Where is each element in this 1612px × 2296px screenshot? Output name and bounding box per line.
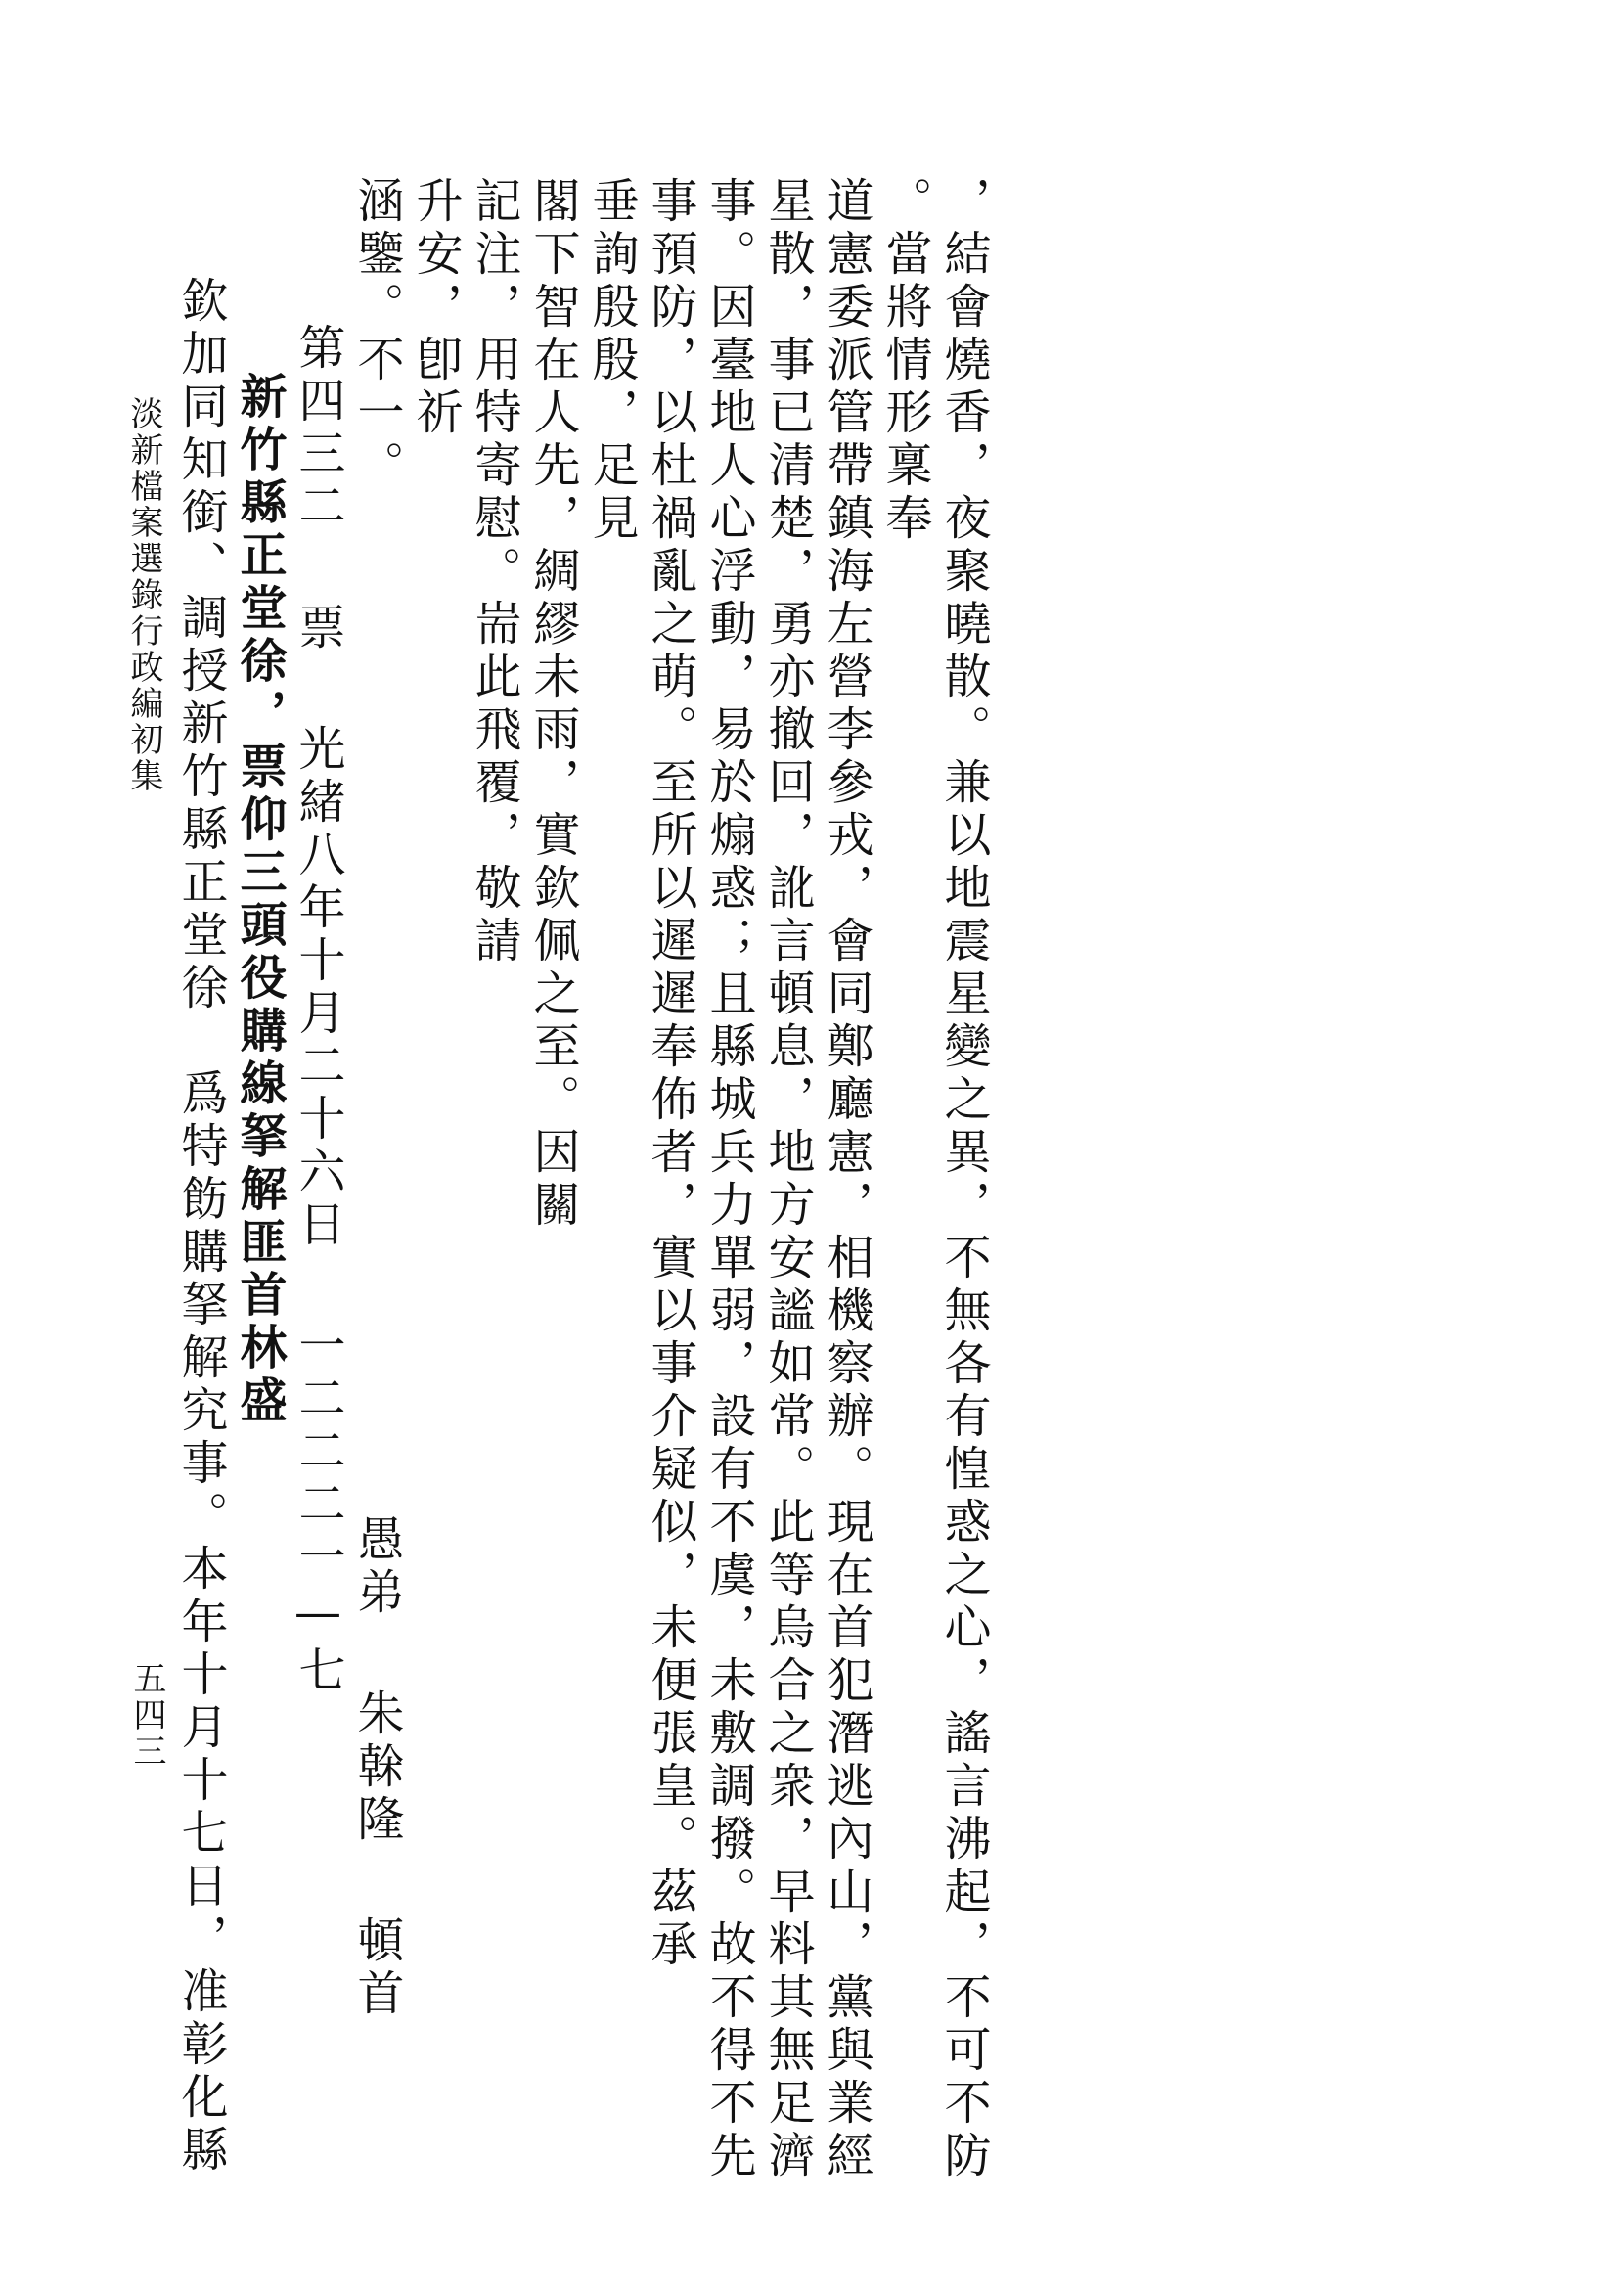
letter-column-4: 星散，事已清楚，勇亦撤回，訛言頓息，地方安謐如常。此等烏合之衆，早料其無足濟 (760, 176, 815, 2183)
letter-column-6: 事預防，以杜禍亂之萌。至所以遲遲奉佈者，實以事介疑似，未便張皇。茲承 (643, 176, 697, 1972)
signature (349, 1514, 404, 2021)
letter-column-11: 涵鑒。不一。 (349, 176, 404, 493)
book-title: 淡新檔案選錄行政編初集 (124, 396, 163, 794)
entry-title: 新竹縣正堂徐，票仰三頭役購線拏解匪首林盛 (232, 372, 287, 1428)
entry-type: 票 (291, 603, 345, 655)
entry-number: 第四三二 (291, 323, 345, 534)
signature-closing: 頓首 (349, 1915, 404, 2021)
letter-column-5: 事。因臺地人心浮動，易於煽惑；且縣城兵力單弱，設有不虞，未敷調撥。故不得不先 (701, 176, 756, 2183)
letter-column-1: ，結會燒香，夜聚曉散。兼以地震星變之異，不無各有惶惑之心，謠言沸起，不可不防 (936, 176, 991, 2183)
entry-archive-number: 一二二二一—七 (291, 1321, 345, 1698)
page-number: 五四三 (127, 1661, 166, 1770)
letter-column-8: 閣下智在人先，綢繆未雨，實欽佩之至。因關 (525, 176, 580, 1233)
entry-header (291, 323, 345, 1698)
entry-date: 光緒八年十月二十六日 (291, 724, 345, 1252)
body-first-line: 欽加同知銜、調授新竹縣正堂徐 爲特飭購拏解究事。本年十月十七日，准彰化縣 (173, 276, 228, 2178)
letter-column-10: 升安，卽祈 (408, 176, 463, 440)
signature-label: 愚弟 (349, 1514, 404, 1620)
letter-column-2: 。當將情形稟奉 (877, 176, 932, 546)
letter-column-7: 垂詢殷殷，足見 (584, 176, 639, 546)
letter-column-9: 記注，用特寄慰。耑此飛覆，敬請 (467, 176, 521, 968)
letter-column-3: 道憲委派管帶鎮海左營李參戎，會同鄭廳憲，相機察辦。現在首犯潛逃內山，黨與業經 (819, 176, 873, 2183)
signature-name: 朱榦隆 (349, 1688, 404, 1847)
